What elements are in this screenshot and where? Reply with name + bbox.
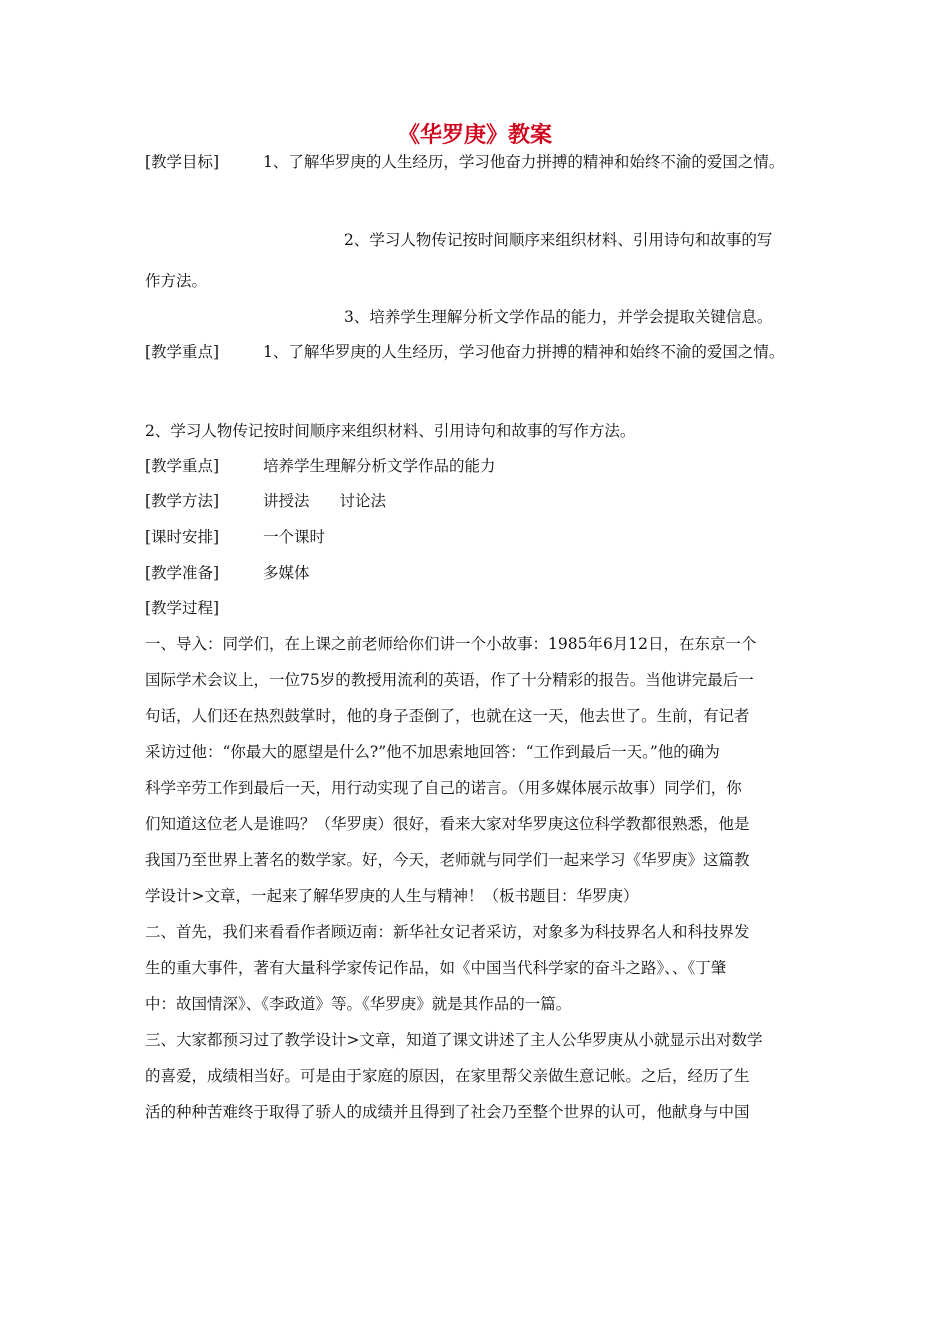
process-line: 我国乃至世界上著名的数学家。好，今天，老师就与同学们一起来学习《华罗庚》这篇教	[145, 851, 750, 869]
difficulty-label: [教学重点]	[145, 457, 220, 475]
process-line: 二、首先，我们来看看作者顾迈南：新华社女记者采访，对象多为科技界名人和科技界发	[145, 923, 750, 941]
schedule-value: 一个课时	[263, 528, 326, 546]
process-line: 句话，人们还在热烈鼓掌时，他的身子歪倒了，也就在这一天，他去世了。生前，有记者	[145, 707, 750, 725]
document-title: 《华罗庚》教案	[397, 122, 552, 148]
process-label: [教学过程]	[145, 599, 220, 617]
process-line: 科学辛劳工作到最后一天，用行动实现了自己的诺言。（用多媒体展示故事）同学们，你	[145, 779, 742, 797]
process-line: 们知道这位老人是谁吗？（华罗庚）很好，看来大家对华罗庚这位科学教都很熟悉，他是	[145, 815, 750, 833]
objectives-item-3: 3、培养学生理解分析文学作品的能力，并学会提取关键信息。	[344, 308, 773, 326]
process-line: 三、大家都预习过了教学设计>文章，知道了课文讲述了主人公华罗庚从小就显示出对数学	[145, 1031, 763, 1049]
process-line: 一、导入：同学们，在上课之前老师给你们讲一个小故事：1985年6月12日，在东京一个	[145, 635, 757, 653]
difficulty-line	[145, 455, 496, 477]
preparation-value: 多媒体	[263, 564, 310, 582]
methods-value-2: 讨论法	[339, 492, 387, 510]
key-points-label: [教学重点]	[145, 343, 220, 361]
methods-label: [教学方法]	[145, 492, 220, 510]
process-line: 国际学术会议上，一位75岁的教授用流利的英语，作了十分精彩的报告。当他讲完最后一	[145, 671, 754, 689]
key-points-item-2: 2、学习人物传记按时间顺序来组织材料、引用诗句和故事的写作方法。	[145, 422, 636, 440]
preparation-label: [教学准备]	[145, 564, 220, 582]
objectives-item-2a: 2、学习人物传记按时间顺序来组织材料、引用诗句和故事的写	[344, 231, 773, 249]
process-line: 的喜爱，成绩相当好。可是由于家庭的原因，在家里帮父亲做生意记帐。之后，经历了生	[145, 1067, 750, 1085]
schedule-label: [课时安排]	[145, 528, 220, 546]
schedule-line	[145, 526, 325, 548]
process-line: 生的重大事件，著有大量科学家传记作品，如《中国当代科学家的奋斗之路》、、《丁肇	[145, 959, 727, 977]
objectives-item-1: 1、了解华罗庚的人生经历，学习他奋力拼搏的精神和始终不渝的爱国之情。	[263, 153, 785, 171]
key-points-line-1	[145, 341, 784, 363]
process-line: 中：故国情深》、《李政道》等。《华罗庚》就是其作品的一篇。	[145, 995, 572, 1013]
difficulty-value: 培养学生理解分析文学作品的能力	[263, 457, 496, 475]
preparation-line	[145, 562, 310, 584]
objectives-line-1	[145, 151, 784, 173]
process-line: 采访过他：“你最大的愿望是什么?”他不加思索地回答：“工作到最后一天。”他的确为	[145, 743, 720, 761]
methods-line	[145, 490, 386, 512]
objectives-label: [教学目标]	[145, 153, 220, 171]
methods-value-1: 讲授法	[263, 492, 310, 510]
key-points-item-1: 1、了解华罗庚的人生经历，学习他奋力拼搏的精神和始终不渝的爱国之情。	[263, 343, 785, 361]
objectives-item-2b: 作方法。	[145, 272, 208, 290]
process-line: 学设计>文章，一起来了解华罗庚的人生与精神！（板书题目：华罗庚）	[145, 887, 639, 905]
process-line: 活的种种苦难终于取得了骄人的成绩并且得到了社会乃至整个世界的认可，他献身与中国	[145, 1103, 750, 1121]
